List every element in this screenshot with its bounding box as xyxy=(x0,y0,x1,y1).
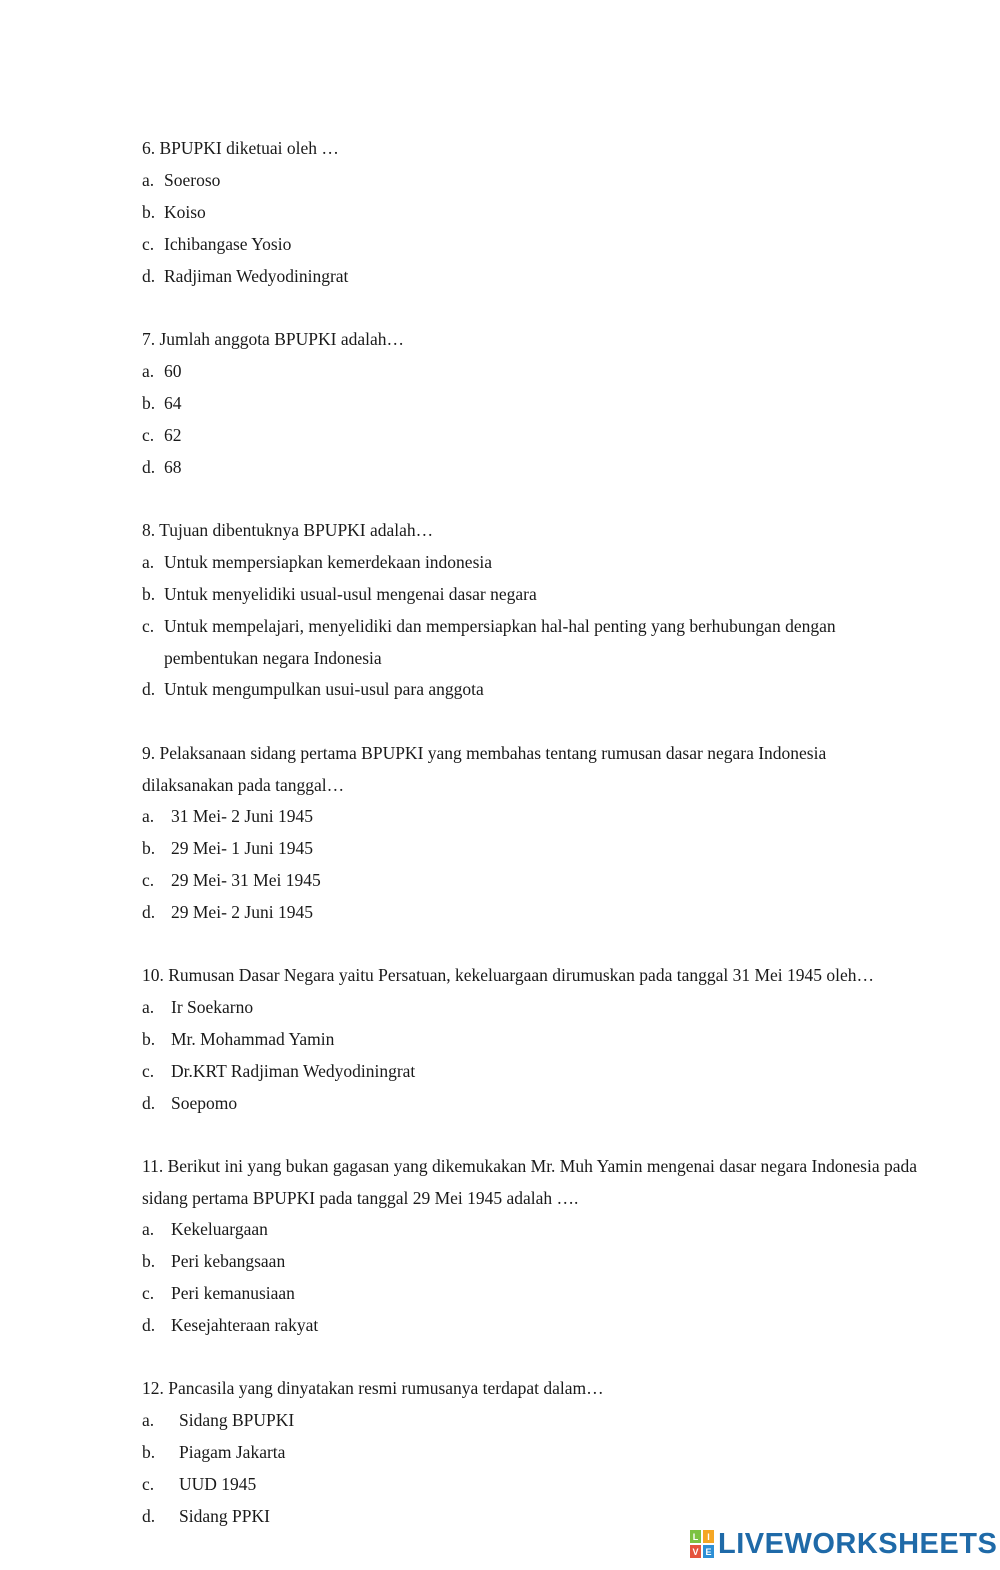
q6-option-c xyxy=(142,232,291,256)
svg-text:V: V xyxy=(692,1547,699,1557)
liveworksheets-logo-icon xyxy=(690,1530,714,1558)
option-letter: b. xyxy=(142,1442,156,1462)
option-text: Untuk mempersiapkan kemerdekaan indonesia xyxy=(164,552,493,572)
option-text: 68 xyxy=(164,457,182,477)
q10-option-b xyxy=(142,1027,334,1051)
option-letter: b. xyxy=(142,584,156,604)
option-letter: a. xyxy=(142,1219,155,1239)
option-text: Sidang BPUPKI xyxy=(179,1410,295,1430)
question-10: 10. Rumusan Dasar Negara yaitu Persatuan, kekeluargaan dirumuskan pada tanggal 31 Mei 1945 oleh… xyxy=(142,965,875,985)
q7-option-a xyxy=(142,359,182,383)
q8-option-b xyxy=(142,582,537,606)
option-text: Koiso xyxy=(164,202,206,222)
option-letter: a. xyxy=(142,361,155,381)
liveworksheets-logo-text: LIVEWORKSHEETS xyxy=(718,1527,998,1560)
q7-option-c xyxy=(142,423,182,447)
option-text: Peri kebangsaan xyxy=(171,1251,286,1271)
option-letter: b. xyxy=(142,838,156,858)
option-letter: b. xyxy=(142,202,156,222)
option-letter: d. xyxy=(142,679,156,699)
question-11: 11. Berikut ini yang bukan gagasan yang dikemukakan Mr. Muh Yamin mengenai dasar negara Indonesia pada xyxy=(142,1156,917,1176)
option-letter: a. xyxy=(142,552,155,572)
option-text: 29 Mei- 1 Juni 1945 xyxy=(171,838,313,858)
option-text: 29 Mei- 31 Mei 1945 xyxy=(171,870,321,890)
option-letter: b. xyxy=(142,1251,156,1271)
q8-option-a xyxy=(142,550,492,574)
option-text: 62 xyxy=(164,425,182,445)
option-text: Soepomo xyxy=(171,1093,238,1113)
q12-option-b xyxy=(142,1440,285,1464)
option-letter: d. xyxy=(142,902,156,922)
q7-option-b xyxy=(142,391,182,415)
option-letter: b. xyxy=(142,1029,156,1049)
option-letter: a. xyxy=(142,997,155,1017)
q11-option-a xyxy=(142,1217,268,1241)
q8-option-c-continuation: pembentukan negara Indonesia xyxy=(164,648,382,668)
q12-option-a xyxy=(142,1408,294,1432)
option-text: Mr. Mohammad Yamin xyxy=(171,1029,335,1049)
q8-option-d xyxy=(142,677,484,701)
q11-option-d xyxy=(142,1313,318,1337)
q7-option-d xyxy=(142,455,182,479)
q9-option-d xyxy=(142,900,313,924)
option-letter: c. xyxy=(142,425,155,445)
option-text: Untuk menyelidiki usual-usul mengenai dasar negara xyxy=(164,584,537,604)
liveworksheets-logo xyxy=(690,1526,997,1562)
option-text: 31 Mei- 2 Juni 1945 xyxy=(171,806,313,826)
option-letter: b. xyxy=(142,393,156,413)
q6-option-b xyxy=(142,200,206,224)
q9-option-b xyxy=(142,836,313,860)
q11-option-b xyxy=(142,1249,285,1273)
option-letter: d. xyxy=(142,1093,156,1113)
option-text: Untuk mengumpulkan usui-usul para anggota xyxy=(164,679,484,699)
option-text: Untuk mempelajari, menyelidiki dan mempersiapkan hal-hal penting yang berhubungan dengan xyxy=(164,616,836,636)
question-6: 6. BPUPKI diketuai oleh … xyxy=(142,138,339,158)
question-9-continuation: dilaksanakan pada tanggal… xyxy=(142,775,345,795)
option-text: Kekeluargaan xyxy=(171,1219,268,1239)
question-9: 9. Pelaksanaan sidang pertama BPUPKI yang membahas tentang rumusan dasar negara Indonesia xyxy=(142,743,827,763)
option-text: Radjiman Wedyodiningrat xyxy=(164,266,349,286)
option-text: Sidang PPKI xyxy=(179,1506,270,1526)
option-letter: d. xyxy=(142,266,156,286)
q11-option-c xyxy=(142,1281,295,1305)
question-12: 12. Pancasila yang dinyatakan resmi rumusanya terdapat dalam… xyxy=(142,1378,604,1398)
q10-option-c xyxy=(142,1059,415,1083)
question-8: 8. Tujuan dibentuknya BPUPKI adalah… xyxy=(142,520,434,540)
question-11-continuation: sidang pertama BPUPKI pada tanggal 29 Mei 1945 adalah …. xyxy=(142,1188,579,1208)
option-letter: c. xyxy=(142,234,155,254)
option-letter: c. xyxy=(142,870,155,890)
option-letter: d. xyxy=(142,457,156,477)
option-letter: c. xyxy=(142,1283,155,1303)
option-letter: a. xyxy=(142,170,155,190)
option-text: UUD 1945 xyxy=(179,1474,257,1494)
option-letter: a. xyxy=(142,1410,155,1430)
option-text: Peri kemanusiaan xyxy=(171,1283,295,1303)
option-text: Soeroso xyxy=(164,170,221,190)
question-7: 7. Jumlah anggota BPUPKI adalah… xyxy=(142,329,404,349)
q10-option-a xyxy=(142,995,253,1019)
q12-option-c xyxy=(142,1472,256,1496)
q8-option-c xyxy=(142,614,836,638)
q6-option-d xyxy=(142,264,348,288)
option-text: Dr.KRT Radjiman Wedyodiningrat xyxy=(171,1061,416,1081)
option-text: Ir Soekarno xyxy=(171,997,254,1017)
q6-option-a xyxy=(142,168,220,192)
option-text: Piagam Jakarta xyxy=(179,1442,286,1462)
option-letter: c. xyxy=(142,616,155,636)
svg-text:I: I xyxy=(707,1532,710,1542)
option-text: Kesejahteraan rakyat xyxy=(171,1315,319,1335)
option-text: 29 Mei- 2 Juni 1945 xyxy=(171,902,313,922)
option-text: 64 xyxy=(164,393,182,413)
option-letter: d. xyxy=(142,1315,156,1335)
q9-option-a xyxy=(142,804,313,828)
option-letter: a. xyxy=(142,806,155,826)
svg-text:E: E xyxy=(705,1547,712,1557)
option-text: 60 xyxy=(164,361,182,381)
option-letter: c. xyxy=(142,1061,155,1081)
q12-option-d xyxy=(142,1504,270,1528)
svg-text:L: L xyxy=(692,1532,699,1542)
option-text: Ichibangase Yosio xyxy=(164,234,292,254)
q9-option-c xyxy=(142,868,321,892)
option-letter: c. xyxy=(142,1474,155,1494)
option-letter: d. xyxy=(142,1506,156,1526)
q10-option-d xyxy=(142,1091,237,1115)
